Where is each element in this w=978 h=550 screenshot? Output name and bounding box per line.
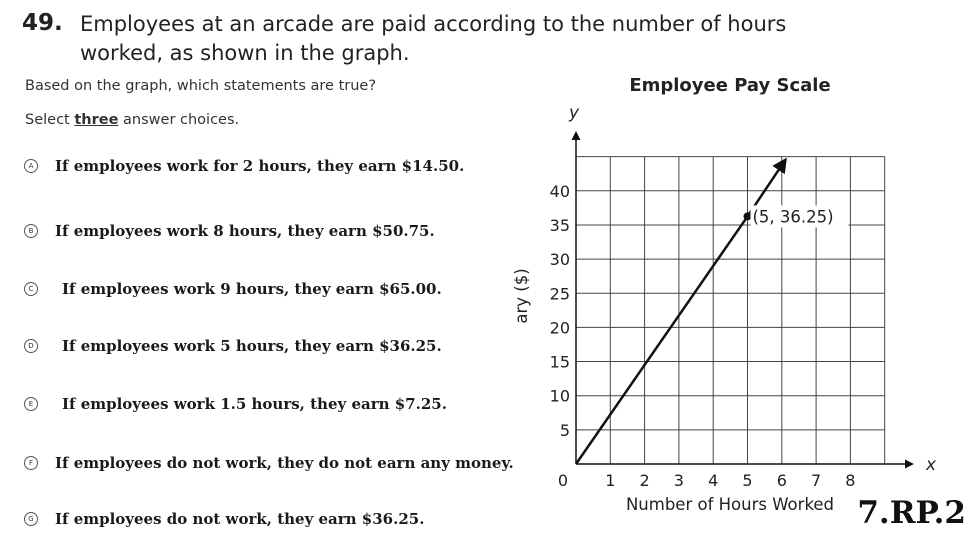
radio-bubble-c[interactable]: C bbox=[24, 282, 38, 296]
x-axis-symbol: x bbox=[925, 455, 936, 475]
select-suffix: answer choices. bbox=[118, 112, 240, 128]
select-prefix: Select bbox=[25, 112, 75, 128]
y-tick-label: 5 bbox=[559, 420, 570, 440]
x-axis-label: Number of Hours Worked bbox=[625, 495, 835, 514]
choice-text-b: If employees work 8 hours, they earn $50.75. bbox=[55, 222, 435, 240]
y-axis-symbol: y bbox=[569, 102, 580, 123]
question-number: 49. bbox=[22, 10, 63, 36]
x-tick-label: 3 bbox=[673, 471, 684, 490]
radio-bubble-f[interactable]: F bbox=[24, 456, 38, 470]
x-tick-label: 2 bbox=[639, 471, 650, 490]
radio-bubble-e[interactable]: E bbox=[24, 397, 38, 411]
select-emphasis: three bbox=[74, 112, 119, 128]
x-tick-label: 6 bbox=[776, 471, 787, 490]
x-tick-label: 5 bbox=[742, 471, 753, 490]
y-tick-label: 15 bbox=[549, 352, 570, 372]
y-tick-label: 10 bbox=[549, 386, 570, 406]
point-label: (5, 36.25) bbox=[752, 207, 834, 227]
y-tick-label: 40 bbox=[549, 181, 570, 201]
y-tick-label: 25 bbox=[549, 284, 570, 304]
question-text: Employees at an arcade are paid according to the number of hours worked, as shown in the graph. bbox=[80, 12, 787, 65]
origin-tick-label: 0 bbox=[557, 471, 569, 490]
radio-bubble-g[interactable]: G bbox=[24, 512, 38, 526]
choice-text-c: If employees work 9 hours, they earn $65.00. bbox=[62, 280, 442, 298]
y-axis-label: ary ($) bbox=[512, 268, 531, 324]
choice-text-d: If employees work 5 hours, they earn $36.25. bbox=[62, 337, 442, 355]
choice-text-g: If employees do not work, they earn $36.25. bbox=[55, 510, 425, 528]
x-tick-label: 8 bbox=[845, 471, 856, 490]
radio-bubble-b[interactable]: B bbox=[24, 224, 38, 238]
y-tick-label: 20 bbox=[549, 318, 570, 338]
data-point bbox=[744, 212, 752, 220]
x-tick-label: 7 bbox=[811, 471, 822, 490]
x-tick-label: 4 bbox=[708, 471, 719, 490]
question-prompt: Based on the graph, which statements are true? bbox=[25, 78, 377, 94]
choice-text-a: If employees work for 2 hours, they earn $14.50. bbox=[55, 157, 465, 175]
radio-bubble-d[interactable]: D bbox=[24, 339, 38, 353]
choice-text-f: If employees do not work, they do not earn any money. bbox=[55, 454, 514, 472]
radio-bubble-a[interactable]: A bbox=[24, 159, 38, 173]
standard-code: 7.RP.2 bbox=[857, 495, 966, 531]
x-tick-label: 1 bbox=[605, 471, 616, 490]
y-tick-label: 35 bbox=[549, 215, 570, 235]
chart-title: Employee Pay Scale bbox=[629, 75, 831, 96]
choice-text-e: If employees work 1.5 hours, they earn $7.25. bbox=[62, 395, 447, 413]
y-tick-label: 30 bbox=[549, 250, 570, 270]
